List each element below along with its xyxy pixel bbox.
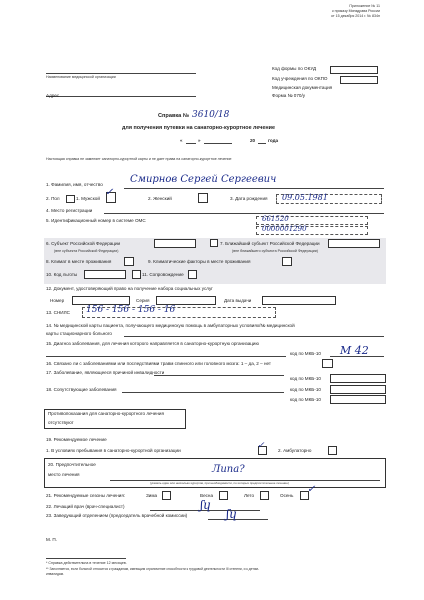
field-12-number-label: Номер — [50, 298, 65, 303]
date-open-quote: « — [180, 138, 183, 143]
field-22-label: 22. Лечащий врач (врач-специалист) — [46, 504, 125, 509]
field-18-code-label-1: код по МКБ-10 — [290, 387, 321, 392]
sex-male-checkmark: ✓ — [105, 187, 114, 198]
sex-female-label: 2. Женский — [148, 196, 172, 201]
field-2-label: 2. Пол — [46, 196, 60, 201]
field-17-code-label: код по МКБ-10 — [290, 376, 321, 381]
field-10-label: 10. Код льготы — [46, 272, 78, 277]
field-18-code-box-2[interactable] — [330, 395, 386, 404]
field-17-label: 17. Заболевание, являющееся причиной инвалидности — [46, 370, 165, 375]
field-1-fio-value: Смирнов Сергей Сергеевич — [130, 174, 277, 185]
field-20-label-1: 20. Предпочтительное — [48, 462, 96, 467]
field-18-code-box-1[interactable] — [330, 385, 386, 394]
disclaimer-note: Настоящая справка не заменяет санаторно-курортной карты и не дает права на санаторно-курортное лечение — [46, 157, 232, 161]
field-15-label: 15. Диагноз заболевания, для лечения которого направляется в санаторно-курортную организацию — [46, 341, 259, 346]
field-6-box[interactable] — [154, 239, 196, 248]
date-mid-quote: » — [198, 138, 201, 143]
birthdate-value: 09.05.1981 — [282, 193, 328, 202]
appendix-line-3: от 15 декабря 2014 г. № 834н — [331, 14, 380, 18]
field-11-checkbox[interactable] — [132, 270, 141, 279]
field-12-number-box[interactable] — [72, 296, 130, 305]
field-1-label: 1. Фамилия, имя, отчество — [46, 182, 103, 187]
season-spring-checkbox[interactable] — [219, 491, 228, 500]
field-20-note: (указать один или несколько курортов, при необходимости, по которых предпочтительное лечение) — [150, 481, 289, 485]
field-12-series-label: Серия — [136, 298, 150, 303]
okpo-box — [340, 76, 378, 84]
season-summer-checkbox[interactable] — [260, 491, 269, 500]
field-19-label: 19. Рекомендуемое лечение — [46, 437, 107, 442]
field-7-sub: (вне ближайшего субъекта Российской Федерации) — [232, 249, 318, 253]
field-7-box[interactable] — [328, 239, 380, 248]
field-14-label-2: карты стационарного больного — [46, 331, 112, 336]
sex-female-checkbox[interactable] — [198, 193, 208, 203]
season-spring-label: Весна — [200, 493, 214, 498]
field-3-label: 3. Дата рождения — [230, 196, 268, 201]
mp-stamp-place: М. П. — [46, 537, 57, 542]
spravka-label: Справка № — [158, 113, 190, 119]
field-23-label: 23. Заведующий отделением (председатель врачебной комиссии) — [46, 513, 188, 518]
season-autumn-mark: ✓ — [307, 484, 316, 495]
snils-value: 156 - 156 - 156 - 16 — [86, 305, 176, 315]
season-autumn-label: Осень — [280, 493, 294, 498]
field-6-sub: (вне субъекта Российской Федерации) — [54, 249, 119, 253]
okud-label: Код формы по ОКУД — [272, 66, 317, 71]
field-16-label: 16. Связано ли с заболеваниями или последствиями травм спинного или головного мозга: 1 – да, 2 – нет — [46, 361, 272, 366]
medical-doc-label: Медицинская документация — [272, 85, 333, 90]
form-number-label: Форма № 070/у — [272, 93, 306, 98]
field-12-issued-box[interactable] — [262, 296, 336, 305]
org-name-label: Наименование медицинской организации — [46, 75, 116, 79]
season-winter-checkbox[interactable] — [162, 491, 171, 500]
field-12-issued-label: Дата выдачи — [224, 298, 252, 303]
title-line-2: для получения путевки на санаторно-курортное лечение — [122, 125, 275, 131]
field-12-series-box[interactable] — [156, 296, 216, 305]
spravka-number: 3610/18 — [192, 110, 230, 120]
field-11-box[interactable] — [188, 270, 197, 279]
field-6-label: 6. Субъект Российской Федерации — [46, 241, 121, 246]
contraindications-line-2: отсутствуют — [48, 420, 74, 425]
year-prefix: 20 — [250, 138, 256, 143]
field-7-checkbox[interactable] — [210, 239, 218, 247]
field-19-option-2: 2. Амбулаторно — [278, 448, 312, 453]
okpo-label: Код учреждения по ОКПО — [272, 76, 328, 81]
year-suffix: года — [268, 138, 279, 143]
footnote-3: инвалидам. — [46, 572, 64, 576]
field-19-option-2-checkbox[interactable] — [328, 446, 337, 455]
appendix-line-2: к приказу Минздрава России — [332, 9, 380, 13]
field-5-label: 5. Идентификационный номер в системе ОМС — [46, 218, 146, 223]
field-19-option-1: 1. В условиях пребывания в санаторно-курортной организации — [46, 448, 181, 453]
season-winter-label: Зима — [146, 493, 158, 498]
field-13-label: 13. СНИЛС — [46, 310, 70, 315]
footnote-2: ** Заполняется, если больной относится к гражданам, имеющим ограничение способности к трудовой деятельности III степени, и к детям- — [46, 567, 259, 571]
field-7-label: 7. Ближайший субъект Российской Федерации — [220, 241, 320, 246]
field-20-label-2: место лечения — [48, 472, 80, 477]
field-11-label: 11. Сопровождение — [142, 272, 184, 277]
contraindications-line-1: Противопоказания для санаторно-курортного лечения — [48, 411, 164, 416]
field-9-label: 9. Климатические факторы в месте проживания — [148, 259, 251, 264]
sex-box-1[interactable] — [66, 195, 75, 203]
field-21-label: 21. Рекомендуемые сезоны лечения: — [46, 493, 126, 498]
field-8-label: 8. Климат в месте проживания — [46, 259, 112, 264]
field-20-value: Липа? — [212, 464, 245, 475]
appendix-line-1: Приложение № 11 — [349, 4, 380, 8]
footnote-1: * Справка действительна в течение 12 месяцев. — [46, 561, 127, 565]
oms-value-2: 0000001290 — [262, 225, 307, 233]
season-summer-label: Лето — [244, 493, 255, 498]
field-12-label: 12. Документ, удостоверяющий право на получение набора социальных услуг — [46, 286, 213, 291]
okud-box — [330, 66, 378, 74]
field-8-box[interactable] — [124, 257, 134, 266]
field-14-label: 14. № медицинской карты пациента, получающего медицинскую помощь в амбулаторных условиях/№ медицинской — [46, 323, 295, 328]
head-signature: ʃɥ — [226, 507, 237, 521]
address-label: Адрес — [46, 93, 60, 98]
field-15-code-label: код по МКБ-10 — [290, 351, 321, 356]
field-17-code-box[interactable] — [330, 374, 386, 383]
field-10-box[interactable] — [84, 270, 126, 279]
field-15-diagnosis-code: М 42 — [340, 344, 369, 357]
field-19-checkmark: ✓ — [257, 441, 265, 451]
field-9-box[interactable] — [282, 257, 292, 266]
field-18-label: 18. Сопутствующие заболевания — [46, 387, 117, 392]
oms-value-1: 661520 — [262, 215, 289, 223]
field-16-box[interactable] — [322, 359, 333, 368]
doctor-signature: ʃɥ — [200, 498, 211, 512]
sex-male-label: 1. Мужской — [76, 196, 100, 201]
field-18-code-label-2: код по МКБ-10 — [290, 397, 321, 402]
field-4-label: 4. Место регистрации — [46, 208, 93, 213]
